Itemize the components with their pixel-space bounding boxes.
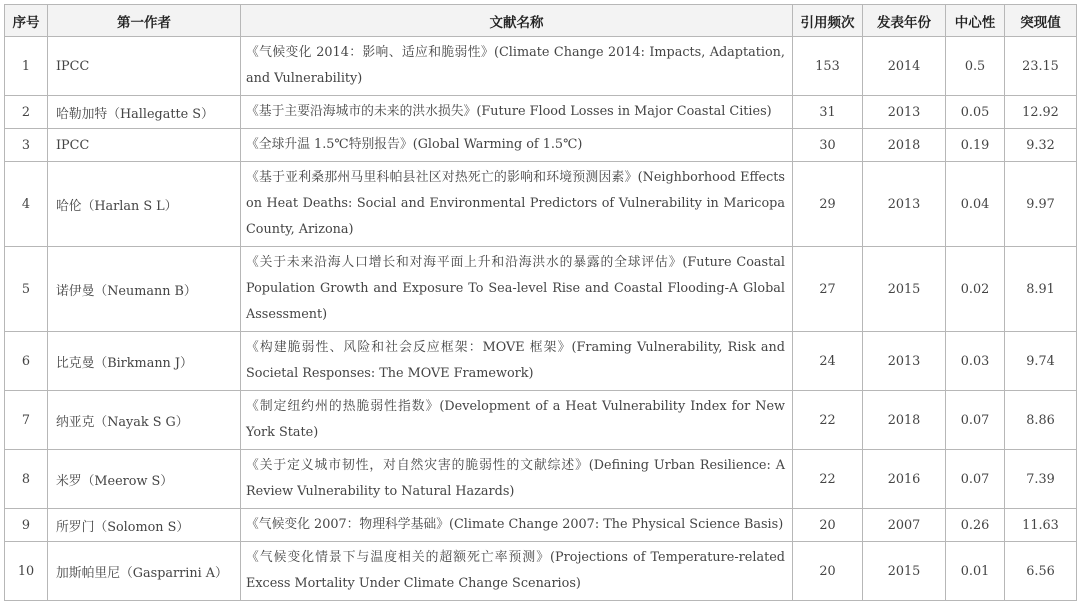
row-year: 2013 — [863, 162, 946, 247]
row-citations: 31 — [793, 96, 863, 129]
row-title: 《气候变化情景下与温度相关的超额死亡率预测》(Projections of Temperature-related Excess Mortality Under Climate Change Scenarios) — [241, 542, 793, 601]
row-title: 《关于定义城市韧性，对自然灾害的脆弱性的文献综述》(Defining Urban Resilience: A Review Vulnerability to Natural Hazards) — [241, 450, 793, 509]
row-year: 2007 — [863, 509, 946, 542]
row-citations: 30 — [793, 129, 863, 162]
header-title: 文献名称 — [241, 5, 793, 37]
row-index: 1 — [5, 37, 48, 96]
row-citations: 153 — [793, 37, 863, 96]
row-centrality: 0.02 — [946, 247, 1005, 332]
row-burst: 6.56 — [1005, 542, 1077, 601]
header-year: 发表年份 — [863, 5, 946, 37]
row-index: 6 — [5, 332, 48, 391]
row-centrality: 0.5 — [946, 37, 1005, 96]
row-title: 《气候变化 2007：物理科学基础》(Climate Change 2007: The Physical Science Basis) — [241, 509, 793, 542]
table-row — [5, 247, 1077, 332]
table-row — [5, 391, 1077, 450]
row-centrality: 0.04 — [946, 162, 1005, 247]
row-citations: 22 — [793, 450, 863, 509]
row-author: IPCC — [48, 37, 241, 96]
row-centrality: 0.05 — [946, 96, 1005, 129]
row-author: 哈勒加特（Hallegatte S） — [48, 96, 241, 129]
header-citations: 引用频次 — [793, 5, 863, 37]
row-burst: 23.15 — [1005, 37, 1077, 96]
literature-table — [4, 4, 1077, 601]
row-author: 诺伊曼（Neumann B） — [48, 247, 241, 332]
header-first-author: 第一作者 — [48, 5, 241, 37]
table-header-row — [5, 5, 1077, 37]
row-burst: 8.86 — [1005, 391, 1077, 450]
row-author: 加斯帕里尼（Gasparrini A） — [48, 542, 241, 601]
row-citations: 29 — [793, 162, 863, 247]
row-title: 《构建脆弱性、风险和社会反应框架：MOVE 框架》(Framing Vulnerability, Risk and Societal Responses: The MOVE Framework) — [241, 332, 793, 391]
header-centrality: 中心性 — [946, 5, 1005, 37]
header-index: 序号 — [5, 5, 48, 37]
row-centrality: 0.01 — [946, 542, 1005, 601]
row-citations: 27 — [793, 247, 863, 332]
row-index: 4 — [5, 162, 48, 247]
row-burst: 9.32 — [1005, 129, 1077, 162]
table-row — [5, 332, 1077, 391]
row-author: 所罗门（Solomon S） — [48, 509, 241, 542]
row-author: 纳亚克（Nayak S G） — [48, 391, 241, 450]
row-burst: 9.97 — [1005, 162, 1077, 247]
table-row — [5, 542, 1077, 601]
row-year: 2016 — [863, 450, 946, 509]
row-burst: 7.39 — [1005, 450, 1077, 509]
row-title: 《基于亚利桑那州马里科帕县社区对热死亡的影响和环境预测因素》(Neighborhood Effects on Heat Deaths: Social and Environmental Predictors of Vulnerability in Maricopa County, Arizona) — [241, 162, 793, 247]
row-title: 《全球升温 1.5℃特别报告》(Global Warming of 1.5℃) — [241, 129, 793, 162]
row-burst: 12.92 — [1005, 96, 1077, 129]
row-year: 2015 — [863, 542, 946, 601]
table-row — [5, 37, 1077, 96]
row-centrality: 0.03 — [946, 332, 1005, 391]
row-burst: 9.74 — [1005, 332, 1077, 391]
row-year: 2018 — [863, 129, 946, 162]
row-year: 2013 — [863, 96, 946, 129]
row-index: 2 — [5, 96, 48, 129]
row-centrality: 0.26 — [946, 509, 1005, 542]
row-centrality: 0.07 — [946, 391, 1005, 450]
table-row — [5, 162, 1077, 247]
row-citations: 22 — [793, 391, 863, 450]
row-author: 比克曼（Birkmann J） — [48, 332, 241, 391]
row-index: 3 — [5, 129, 48, 162]
row-index: 9 — [5, 509, 48, 542]
row-burst: 8.91 — [1005, 247, 1077, 332]
table-row — [5, 450, 1077, 509]
row-centrality: 0.19 — [946, 129, 1005, 162]
row-author: IPCC — [48, 129, 241, 162]
row-index: 8 — [5, 450, 48, 509]
row-citations: 24 — [793, 332, 863, 391]
row-title: 《气候变化 2014：影响、适应和脆弱性》(Climate Change 2014: Impacts, Adaptation, and Vulnerability) — [241, 37, 793, 96]
row-author: 哈伦（Harlan S L） — [48, 162, 241, 247]
row-citations: 20 — [793, 509, 863, 542]
row-index: 10 — [5, 542, 48, 601]
row-citations: 20 — [793, 542, 863, 601]
table-row — [5, 96, 1077, 129]
table-row — [5, 509, 1077, 542]
row-title: 《制定纽约州的热脆弱性指数》(Development of a Heat Vulnerability Index for New York State) — [241, 391, 793, 450]
row-year: 2014 — [863, 37, 946, 96]
row-author: 米罗（Meerow S） — [48, 450, 241, 509]
row-burst: 11.63 — [1005, 509, 1077, 542]
row-centrality: 0.07 — [946, 450, 1005, 509]
table-row — [5, 129, 1077, 162]
row-title: 《基于主要沿海城市的未来的洪水损失》(Future Flood Losses in Major Coastal Cities) — [241, 96, 793, 129]
row-index: 5 — [5, 247, 48, 332]
row-year: 2018 — [863, 391, 946, 450]
row-index: 7 — [5, 391, 48, 450]
header-burst: 突现值 — [1005, 5, 1077, 37]
row-title: 《关于未来沿海人口增长和对海平面上升和沿海洪水的暴露的全球评估》(Future Coastal Population Growth and Exposure To Sea-level Rise and Coastal Flooding-A Global Assessment) — [241, 247, 793, 332]
row-year: 2013 — [863, 332, 946, 391]
row-year: 2015 — [863, 247, 946, 332]
